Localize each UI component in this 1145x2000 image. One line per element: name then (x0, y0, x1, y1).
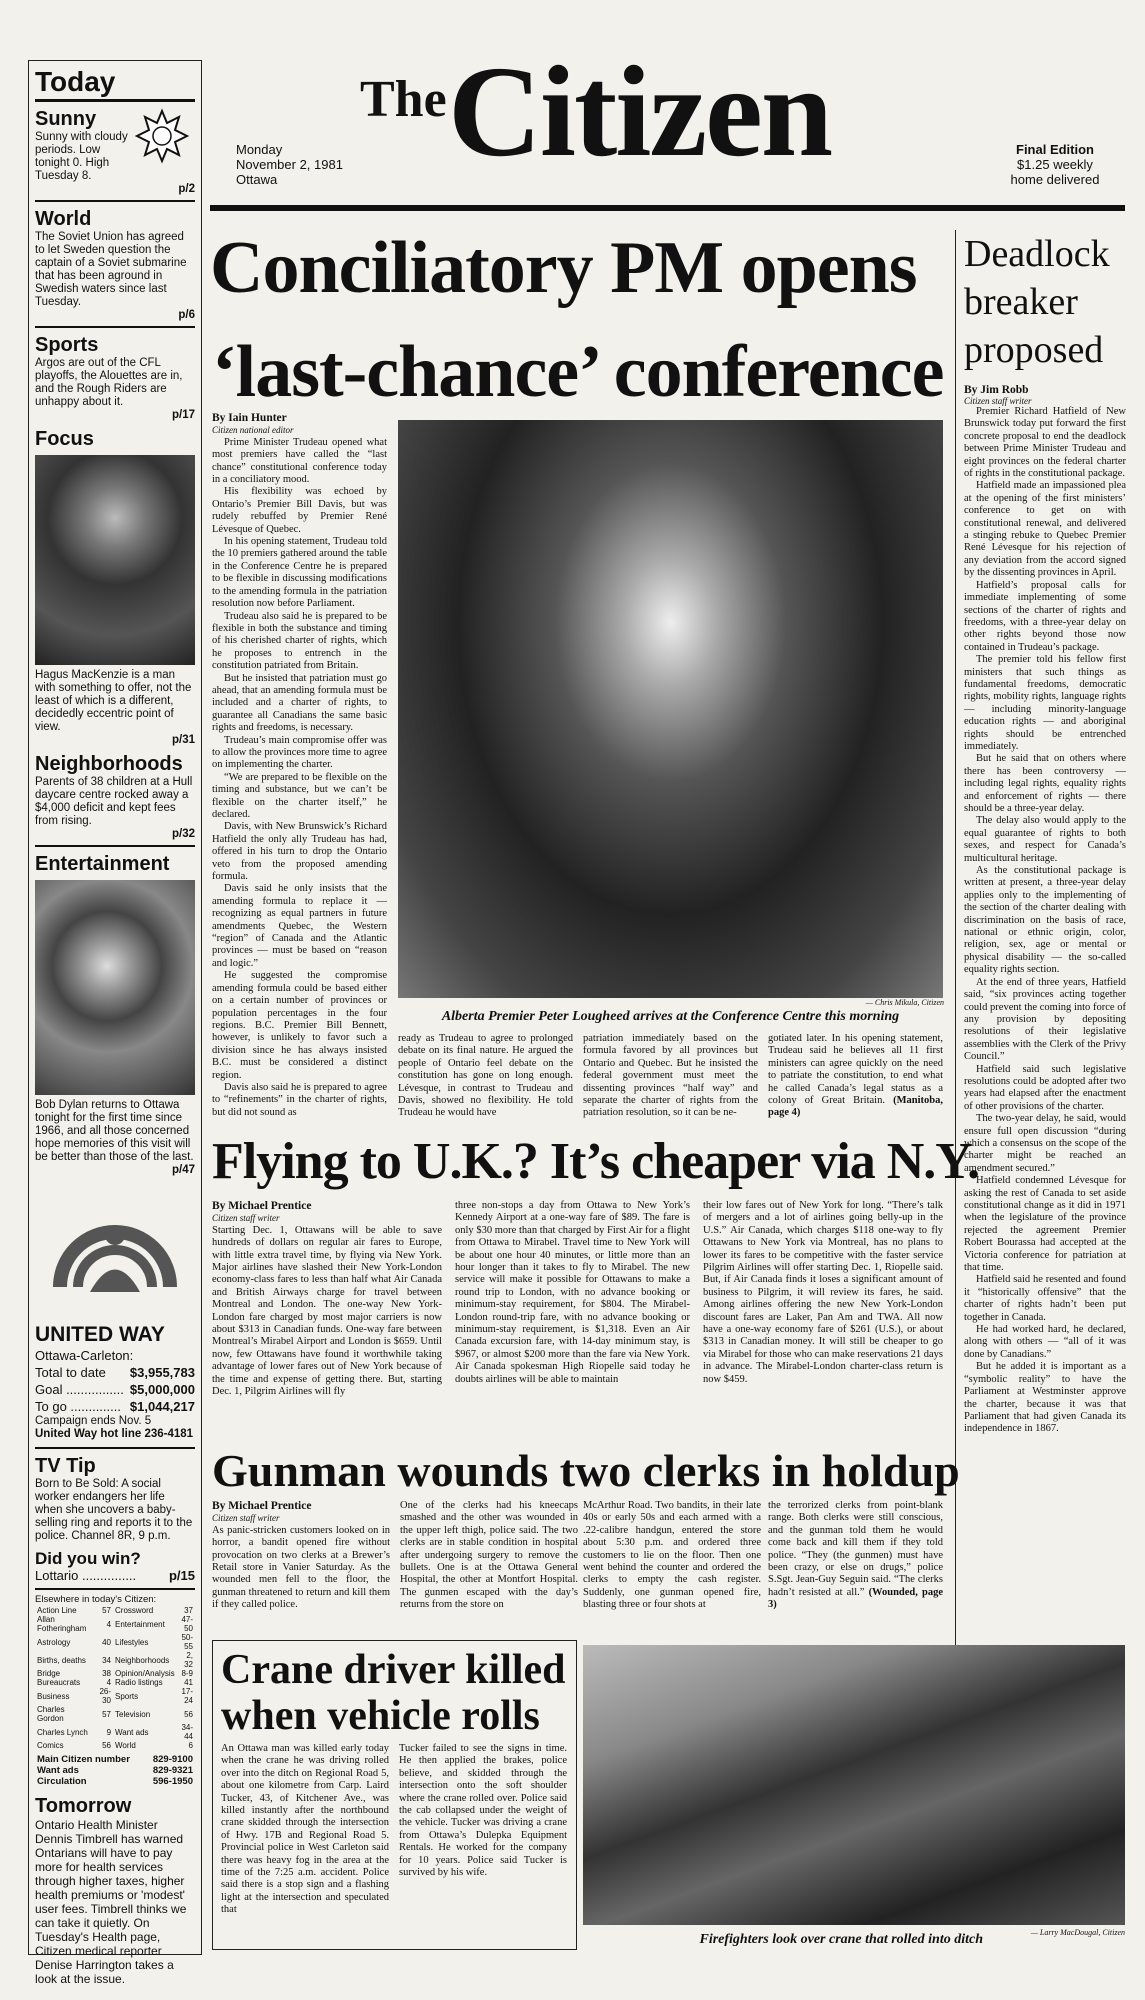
crane-column-1: An Ottawa man was killed early today when the crane he was driving rolled over into the ditch on Regional Road 5, about one kilometre from Carp. Laird Tucker, 43, of Kitchener Ave., was killed instantly after the northbound crane skidded through the intersection of Hwy. 17B and Regional Road 5. Provincial police in West Carleton said there was heavy fog in the area at the time of the 7:25 a.m. accident. Police said there is a stop sign and a flashing light at the intersection and speculated that (221, 1743, 389, 1916)
index-cell: Radio listings (115, 1678, 163, 1687)
deadlock-byline: By Jim Robb (964, 384, 1029, 396)
neighborhoods-page[interactable]: p/32 (171, 828, 195, 840)
fly-column-2: three non-stops a day from Ottawa to New York’s Kennedy Airport at a one-way fare of $89. The fare is only $30 more than that charged by First Air for a flight from Ottawa to Mirabel. Travel time to New York will be about one hour 40 minutes, or little more than an hour longer than it takes to fly to Mirabel. The new service will make it possible for Ottawans to make a round trip to London, with no advance booking or minimum-stay requirement, for $804. The Mirabel-London round-trip fare, with no advance booking or minimum-stay requirement, is $1,318. Even an Air Canada excursion fare, with 14-day minimum stay, is $967, or almost $200 more than the fare via New York. Air Canada spokesman High Riopelle said today he doubts airlines will be able to maintain (455, 1200, 690, 1385)
world-heading: World (35, 208, 92, 230)
lead-paragraph: Davis said he only insists that the amending formula to replace it — recognizing as equal partners in future amendments Quebec, the Western “region” of Canada and the Atlantic provinces — must be based on “reason and logic.” (212, 883, 387, 969)
city: Ottawa (236, 172, 278, 187)
neighborhoods-text: Parents of 38 children at a Hull daycare centre rocked away a $4,000 deficit and kept fees from rising. (35, 776, 193, 827)
lead-paragraph: In his opening statement, Trudeau told the 10 premiers gathered around the table in the Conference Centre he is prepared to be flexible in discussing modifications to the amending formula in the patriation resolution now before Parliament. (212, 536, 387, 610)
edition: Final Edition (1016, 142, 1094, 157)
index-cell: Opinion/Analysis (115, 1669, 175, 1678)
deadlock-paragraph: Hatfield made an impassioned plea at the opening of the first ministers’ conference to get on with constitutional renewal, and delivered a stinging rebuke to Quebec Premier René Lévesque for his rejection of any deviation from the accord signed by the dissenting provinces in April. (964, 480, 1126, 579)
index-cell: 34-44 (181, 1723, 193, 1741)
deadlock-paragraph: But he said that on others where there has been controversy — including legal rights, equality rights and enforcement of rights — there should be a three-year delay. (964, 753, 1126, 814)
contact-row (35, 1776, 195, 1787)
weather-page[interactable]: p/2 (178, 183, 195, 195)
contact-cell: Circulation (37, 1776, 87, 1787)
index-cell: Sports (115, 1691, 139, 1701)
index-cell: 47-50 (181, 1615, 193, 1633)
price: $1.25 weekly (1017, 157, 1093, 172)
tomorrow-text: Ontario Health Minister Dennis Timbrell has warned Ontarians will have to pay more for health services through higher taxes, higher health premiums or 'modest' user fees. Timbrell thinks we can take it quietly. On Tuesday's Health page, Citizen medical reporter Denise Harrington takes a look at the issue. (35, 1818, 187, 1986)
contacts-table (35, 1754, 195, 1787)
index-cell: 37 (184, 1606, 193, 1615)
index-cell: Births, deaths (37, 1655, 86, 1665)
lead-column-1 (212, 412, 387, 1118)
gun-byline: By Michael Prentice (212, 1500, 312, 1512)
weather-text: Sunny with cloudy periods. Low tonight 0. High Tuesday 8. (35, 131, 128, 182)
crane-head-2: when vehicle rolls (221, 1693, 540, 1739)
brand-citizen: Citizen (448, 40, 832, 184)
lead-paragraph: Prime Minister Trudeau opened what most premiers have called the “last chance” constitutional conference today in a conciliatory mood. (212, 436, 387, 486)
lead-column-3: patriation immediately based on the formula favored by all provinces but Ontario and Quebec. But he insisted the federal government must meet the dissenting provinces “half way” and separate the charter of rights from the patriation resolution, so it can be ne- (583, 1033, 758, 1119)
deadlock-paragraph: The delay also would apply to the equal guarantee of rights to both sexes, and respect for Canada’s multicultural heritage. (964, 815, 1126, 864)
index-row[interactable] (35, 1705, 195, 1723)
lead-paragraph: Davis also said he is prepared to agree to “refinements” in the charter of rights, but did not sound as (212, 1081, 387, 1118)
deadlock-paragraph: At the end of three years, Hatfield said, “six provinces acting together could prevent the coming into force of any provision by depositing resolutions of their legislative assemblies with the Clerk of the Privy Council.” (964, 976, 1126, 1063)
index-cell: 4 (106, 1619, 112, 1629)
index-cell: 41 (184, 1678, 193, 1687)
lead-continued[interactable]: (Manitoba, page 4) (768, 1095, 943, 1119)
deadlock-paragraph: Hatfield said such legislative resolutions could be adopted after two years had elapsed after the enactment of other provisions of the charter. (964, 1063, 1126, 1112)
lead-photo-caption: Alberta Premier Peter Lougheed arrives at the Conference Centre this morning (441, 1009, 900, 1024)
lead-paragraph: Trudeau’s main compromise offer was to allow the provinces more time to agree on implementing the charter. (212, 734, 387, 771)
dylan-photo (35, 880, 195, 1095)
deadlock-paragraph: The two-year delay, he said, would ensure full open discussion “during which a consensus on the scope of the charter might be reached an amendment secured.” (964, 1113, 1126, 1174)
index-cell: World (115, 1741, 136, 1750)
fly-column-1 (212, 1200, 442, 1440)
focus-photo (35, 455, 195, 665)
world-text: The Soviet Union has agreed to let Sweden question the captain of a Soviet submarine that has been aground in Swedish waters since last Tuesday. (35, 231, 187, 308)
focus-heading: Focus (35, 428, 94, 450)
sun-icon (135, 109, 189, 163)
gun-column-2: One of the clerks had his kneecaps smashed and the other was wounded in the upper left thigh, police said. The two clerks are in stable condition in hospital after undergoing surgery to remove the bullets. One is at the Ottawa General Hospital, the other at Montfort Hospital. The gunmen escaped with the day’s returns from the store on (400, 1500, 578, 1611)
index-row[interactable] (35, 1687, 195, 1705)
contact-cell: Main Citizen number (37, 1754, 130, 1765)
gun-byline-role: Citizen staff writer (212, 1513, 280, 1524)
gun-column-1 (212, 1500, 390, 1632)
lead-paragraph: He suggested the compromise amending formula could be based either on a certain number of provinces or population percentages in the four regions. B.C. Premier Bill Bennett, however, is unlikely to favor such a division since he has always insisted B.C. must be considered a distinct region. (212, 970, 387, 1081)
uw-goal-value: $5,000,000 (129, 1382, 195, 1397)
fly-headline: Flying to U.K.? It’s cheaper via N.Y. (212, 1133, 980, 1190)
deadlock-paragraph: The premier told his fellow first ministers that such things as fundamental freedoms, democratic rights, mobility rights, language rights — including minority-language education rights — and aboriginal rights should be entrenched immediately. (964, 654, 1126, 752)
index-cell: Lifestyles (115, 1637, 149, 1647)
lottario-page[interactable]: p/15 (168, 1568, 195, 1583)
uw-hotline: United Way hot line 236-4181 (35, 1428, 194, 1440)
contact-cell: 829-9100 (152, 1754, 193, 1765)
index-cell: 57 (102, 1606, 112, 1615)
lead-paragraph: Trudeau also said he is prepared to be flexible in both the substance and timing of his cherished charter of rights, which he proposes to entrench in the constitution patriated from Britain. (212, 610, 387, 672)
delivery: home delivered (1010, 172, 1100, 187)
crane-box (212, 1640, 577, 1950)
index-cell: 56 (102, 1741, 112, 1750)
fly-byline-role: Citizen staff writer (212, 1213, 280, 1224)
uw-total-value: $3,955,783 (129, 1365, 195, 1380)
lead-paragraphs (212, 437, 387, 1119)
index-row[interactable] (35, 1633, 195, 1651)
contact-cell: 596-1950 (152, 1776, 193, 1787)
gun-column-4 (768, 1500, 943, 1632)
crane-head-1: Crane driver killed (221, 1647, 566, 1693)
gun-headline: Gunman wounds two clerks in holdup (212, 1445, 960, 1496)
gun-col1-text: As panic-stricken customers looked on in horror, a bandit opened fire without provocation on two clerks at a Brewer’s Retail store in Vanier Saturday. As the wounded men fell to the floor, the gunman threatened to return and kill them if they called police. (212, 1524, 390, 1611)
weather-heading: Sunny (35, 108, 97, 130)
deadlock-paragraph: But he added it is important as a “symbolic reality” to have the Parliament at Westminster approve the charter, because it was that Parliament that had given Canada its independence in 1867. (964, 1361, 1126, 1435)
dateline (236, 142, 346, 187)
index-cell: Allan Fotheringham (37, 1615, 87, 1633)
index-heading: Elsewhere in today's Citizen: (35, 1594, 157, 1605)
uw-total-label: Total to date (35, 1365, 106, 1380)
lead-column-2: ready as Trudeau to agree to prolonged debate on its final nature. He argued the people of Ontario feel debate on the constitution has gone on long enough. Lévesque, in contrast to Trudeau and Davis, showed no flexibility. He told Trudeau he would have (398, 1033, 573, 1119)
contact-row (35, 1765, 195, 1776)
crane-photo (583, 1645, 1125, 1925)
united-way-logo-icon (40, 1187, 190, 1317)
brand-the: The (360, 71, 447, 128)
index-cell: Astrology (37, 1637, 71, 1647)
uw-goal-label: Goal ................ (35, 1382, 124, 1397)
index-cell: 38 (102, 1669, 112, 1678)
index-row[interactable] (35, 1741, 195, 1750)
deadlock-head-3: proposed (964, 329, 1104, 371)
crane-column-2: Tucker failed to see the signs in time. He then applied the brakes, police believe, and skidded through the intersection onto the soft shoulder where the crane rolled over. Police said the cab collapsed under the weight of the vehicle. Tucker was driving a crane from Ottawa’s Dulepka Equipment Rentals. He worked for the company for 10 years. Police said Tucker is survived by his wife. (399, 1743, 567, 1879)
uw-togo-label: To go .............. (35, 1399, 121, 1414)
index-row[interactable] (35, 1606, 195, 1615)
neighborhoods-heading: Neighborhoods (35, 753, 183, 775)
index-row[interactable] (35, 1651, 195, 1669)
index-cell: Action Line (37, 1606, 77, 1615)
contact-cell: Want ads (37, 1765, 79, 1776)
index-cell: 40 (102, 1637, 112, 1647)
deadlock-head-2: breaker (964, 281, 1078, 323)
deadlock-paragraphs (964, 406, 1126, 1721)
index-cell: 17-24 (181, 1687, 193, 1705)
contact-row (35, 1754, 195, 1765)
lead-headline-1: Conciliatory PM opens (210, 227, 917, 309)
price-box (985, 142, 1125, 187)
index-cell: 8-9 (181, 1669, 193, 1678)
index-cell: Television (115, 1709, 151, 1719)
index-cell: Crossword (115, 1606, 154, 1615)
index-cell: Charles Lynch (37, 1727, 88, 1737)
lead-byline: By Iain Hunter (212, 412, 287, 424)
deadlock-paragraph: Hatfield condemned Lévesque for asking the rest of Canada to set aside constitutional change as it did in 1971 when the legislature of the province rejected the agreement Premier Robert Bourassa had accepted at the Victoria conference for patriation at that time. (964, 1175, 1126, 1274)
lead-photo-credit: — Chris Mikula, Citizen (865, 998, 944, 1007)
index-cell: Bridge (37, 1669, 61, 1678)
index-cell: Charles Gordon (37, 1705, 65, 1723)
world-page[interactable]: p/6 (178, 309, 195, 321)
masthead-rule (210, 205, 1125, 211)
deadlock-paragraph: As the constitutional package is written at present, a three-year delay applies only to the implementing of the section of the charter dealing with discrimination on the basis of race, national or ethnic origin, color, religion, sex, age or mental or physical disability — the so-called equality rights section. (964, 865, 1126, 976)
date-day: Monday (236, 142, 283, 157)
crane-photo-caption: Firefighters look over crane that rolled into ditch (699, 1932, 983, 1947)
deadlock-paragraph: Hatfield’s proposal calls for immediate implementing of some sections of the charter of rights and freedoms, with a three-year delay on other rights beyond those now contained in Trudeau’s package. (964, 579, 1126, 653)
lead-paragraph: “We are prepared to be flexible on the timing and substance, but we can’t be flexible on the charter itself,” he declared. (212, 771, 387, 820)
index-cell: Neighborhoods (115, 1655, 170, 1665)
index-row[interactable] (35, 1615, 195, 1633)
index-cell: 2, 32 (184, 1651, 193, 1669)
lead-paragraph: Davis, with New Brunswick’s Richard Hatfield the only ally Trudeau has had, offered in his turn to drop the Ontario veto from the proposed amending formula. (212, 821, 387, 883)
index-cell: Comics (37, 1741, 64, 1750)
index-cell: Bureaucrats (37, 1678, 81, 1687)
crane-photo-credit: — Larry MacDougal, Citizen (1030, 1928, 1125, 1937)
lead-paragraph: But he insisted that patriation must go ahead, that an amending formula must be included and a charter of rights, to guarantee all Canadians the same basic rights and freedoms, is necessary. (212, 672, 387, 734)
entertainment-text: Bob Dylan returns to Ottawa tonight for the first time since 1966, and all those concerned hope memories of this visit will be better than those of the last. (35, 1099, 194, 1163)
gun-col4-text: the terrorized clerks from point-blank range. Both clerks were still conscious, and the gunman told them he would come back and kill them if they told police. “They (the gunmen) must have been crazy, or else on drugs,” police S.Sgt. Jean-Guy Seguin said. “The clerks hadn’t resisted at all.” (768, 1500, 943, 1598)
index-row[interactable] (35, 1669, 195, 1678)
fly-col1-text: Starting Dec. 1, Ottawans will be able to save hundreds of dollars on regular air fares to Europe, with little extra travel time, by flying via New York. Major airlines have slashed their New York-London economy-class fares to less than half what Air Canada and British Airways charge for travel between Montreal and London. The one-way New York-London fare charged by most major carriers is now about $313 in Canadian funds. One-way fare between Montreal’s Mirabel Airport and London is $659. Until now, few Ottawans have found it worthwhile taking advantage of lower fares out of New York because of the time and expense of getting there. But, starting Dec. 1, Pilgrim Airlines will fly (212, 1224, 442, 1398)
lead-paragraph: His flexibility was echoed by Ontario’s Premier Bill Davis, but was rudely rebuffed by Premier René Lévesque of Quebec. (212, 486, 387, 535)
lottario-label: Lottario ............... (35, 1568, 137, 1583)
uw-togo-value: $1,044,217 (129, 1399, 195, 1414)
index-cell: Want ads (115, 1727, 149, 1737)
united-way-heading: UNITED WAY (35, 1323, 165, 1346)
deadlock-paragraph: He had worked hard, he declared, along with others — “all of it was done by Canadians.” (964, 1324, 1126, 1360)
left-rail (28, 60, 202, 1986)
index-cell: 34 (102, 1655, 112, 1665)
lead-photo (398, 420, 943, 998)
fly-byline: By Michael Prentice (212, 1200, 312, 1212)
deadlock-box (955, 230, 1125, 1740)
index-row[interactable] (35, 1723, 195, 1741)
index-cell: 57 (102, 1709, 112, 1719)
tv-tip-heading: TV Tip (35, 1455, 96, 1477)
sports-text: Argos are out of the CFL playoffs, the Alouettes are in, and the Rough Riders are unhappy about it. (35, 357, 183, 408)
index-cell: 4 (106, 1678, 112, 1687)
lead-headline-2: ‘last-chance’ conference (212, 331, 944, 413)
index-cell: Entertainment (115, 1619, 165, 1629)
fly-column-3: their low fares out of New York for long. “There’s talk of mergers and a lot of airlines going belly-up in the U.S.” Air Canada, which charges $118 one-way to fly Ottawans to New York via Montreal, has no plans to lower its fares to be competitive with the faster service Pilgrim Airlines will offer starting Dec. 1, Riopelle said. But, if Air Canada finds it loses a significant amount of business to Pilgrim, it will review its fares, he said. Among airlines offering the new New York-London discount fares are Laker, Pan Am and TWA. All now have a one-way economy fare of $261 (U.S.), or about $313 in Canadian money. It will still be cheaper to go via Mirabel for those who can make reservations 21 days in advance. The Mirabel-London charter-class return is now $459. (703, 1200, 943, 1385)
lead-col4-text: gotiated later. In his opening statement, Trudeau said he believes all 11 first ministers can agree quickly on the need to patriate the constitution, to end what he called Canada’s legal status as a colony of Great Britain. (768, 1033, 943, 1107)
did-you-win-heading: Did you win? (35, 1549, 141, 1568)
deadlock-byline-role: Citizen staff writer (964, 396, 1032, 406)
deadlock-head-1: Deadlock (964, 233, 1110, 275)
gun-continued[interactable]: (Wounded, page 3) (768, 1586, 943, 1611)
index-cell: Business (37, 1691, 70, 1701)
focus-page[interactable]: p/31 (171, 734, 195, 746)
sports-page[interactable]: p/17 (171, 409, 195, 421)
entertainment-page[interactable]: p/47 (171, 1164, 195, 1176)
sports-heading: Sports (35, 334, 99, 356)
lead-byline-role: Citizen national editor (212, 425, 294, 436)
deadlock-paragraph: Hatfield said he resented and found it “historically offensive” that the charter of rights hadn’t been put together in Canada. (964, 1274, 1126, 1323)
index-cell: 26-30 (99, 1687, 112, 1705)
tomorrow-heading: Tomorrow (35, 1795, 132, 1817)
uw-campaign: Campaign ends Nov. 5 (35, 1415, 152, 1427)
index-cell: 50-55 (181, 1633, 193, 1651)
index-cell: 9 (106, 1727, 112, 1737)
lead-column-4 (768, 1033, 943, 1119)
date: November 2, 1981 (236, 157, 343, 172)
entertainment-heading: Entertainment (35, 853, 170, 875)
index-row[interactable] (35, 1678, 195, 1687)
focus-text: Hagus MacKenzie is a man with something to offer, not the least of which is a different, decidedly eccentric point of view. (35, 669, 192, 733)
united-way-sub: Ottawa-Carleton: (35, 1348, 134, 1363)
tv-tip-text: Born to Be Sold: A social worker endangers her life when she uncovers a baby-selling ring and reports it to the police. Channel 8R, 9 p.m. (35, 1478, 193, 1542)
today-label: Today (35, 65, 195, 102)
index-cell: 56 (184, 1709, 193, 1719)
contact-cell: 829-9321 (152, 1765, 193, 1776)
index-table (35, 1606, 195, 1750)
index-cell: 6 (188, 1741, 193, 1750)
deadlock-paragraph: Premier Richard Hatfield of New Brunswick today put forward the first concrete proposal to end the deadlock between Prime Minister Trudeau and eight provinces on the federal charter of rights in the constitutional package. (964, 406, 1126, 480)
gun-column-3: McArthur Road. Two bandits, in their late 40s or early 50s and each armed with a .22-calibre handgun, entered the store about 5:30 p.m. and ordered three customers to lie on the floor. Then one went behind the counter and ordered the clerks to empty the cash register. Suddenly, one gunman opened fire, blasting three or four shots at (583, 1500, 761, 1611)
